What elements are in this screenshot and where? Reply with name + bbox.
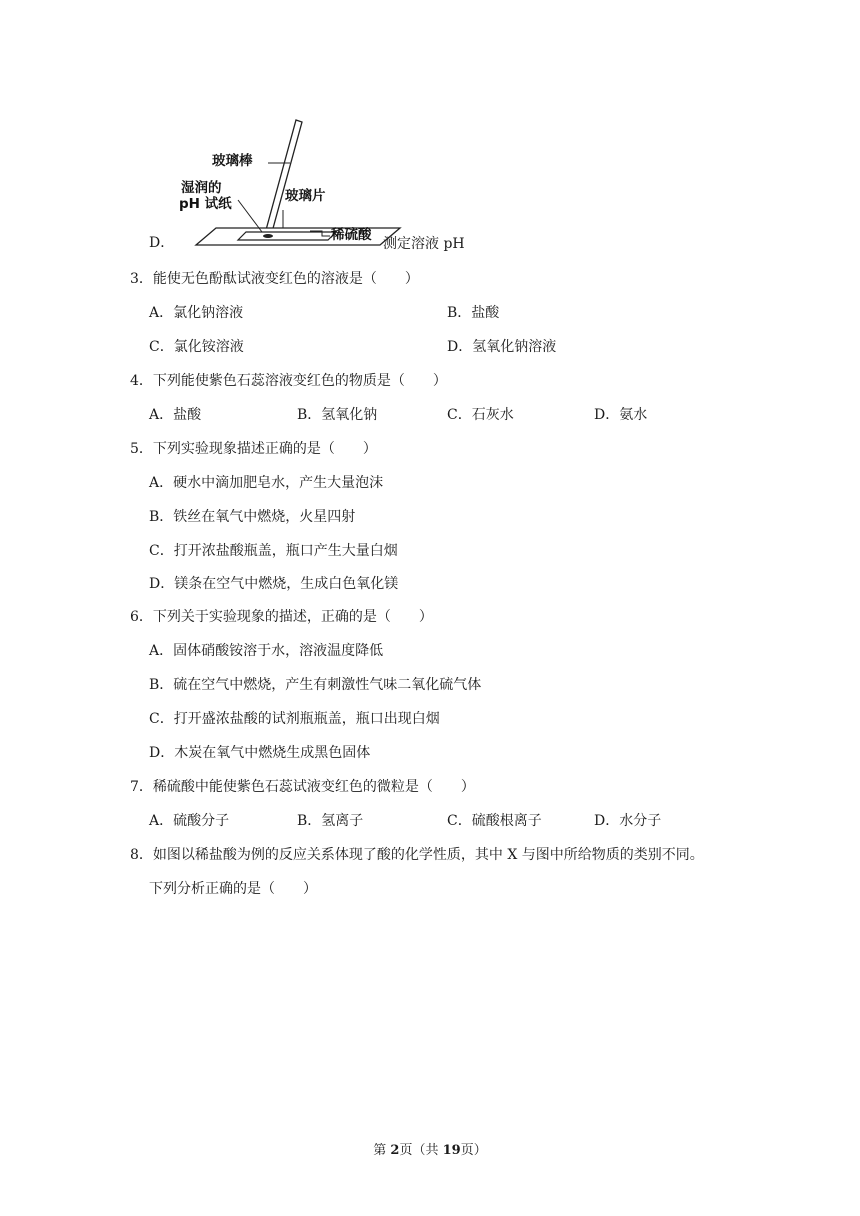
- glass-rod: [266, 120, 302, 232]
- q7-stem: 7．稀硫酸中能使紫色石蕊试液变红色的微粒是（ ）: [130, 779, 475, 795]
- label-ph-paper: pH 试纸: [179, 196, 232, 212]
- q3-option-d: D．氢氧化钠溶液: [447, 339, 557, 355]
- footer-page-number: 2: [390, 1143, 400, 1158]
- footer-mid: 页（共: [399, 1143, 443, 1158]
- footer-total-pages: 19: [442, 1143, 461, 1158]
- page-footer: [0, 1144, 860, 1157]
- q8-stem-line1: 8．如图以稀盐酸为例的反应关系体现了酸的化学性质，其中 X 与图中所给物质的类别不同。: [130, 847, 704, 863]
- footer-pre: 第: [373, 1143, 391, 1158]
- q5-option-c: C．打开浓盐酸瓶盖，瓶口产生大量白烟: [149, 543, 398, 559]
- q7-option-d: D．水分子: [594, 813, 662, 829]
- label-glass-rod: 玻璃棒: [212, 153, 253, 169]
- drop: [263, 234, 273, 238]
- label-dilute-sulfuric-acid: 稀硫酸: [331, 227, 372, 243]
- q4-option-b: B．氢氧化钠: [297, 407, 378, 423]
- q4-option-c: C．石灰水: [447, 407, 514, 423]
- q5-option-d: D．镁条在空气中燃烧，生成白色氧化镁: [149, 576, 399, 592]
- q3-option-c: C．氯化铵溶液: [149, 339, 244, 355]
- q5-option-a: A．硬水中滴加肥皂水，产生大量泡沫: [149, 475, 384, 491]
- q6-option-b: B．硫在空气中燃烧，产生有刺激性气味二氧化硫气体: [149, 677, 482, 693]
- q5-stem: 5．下列实验现象描述正确的是（ ）: [130, 441, 377, 457]
- q3-option-b: B．盐酸: [447, 305, 500, 321]
- q6-option-c: C．打开盛浓盐酸的试剂瓶瓶盖，瓶口出现白烟: [149, 711, 440, 727]
- q2-option-d-text: 测定溶液 pH: [383, 236, 465, 252]
- q7-option-c: C．硫酸根离子: [447, 813, 542, 829]
- q8-stem-line2: 下列分析正确的是（ ）: [149, 881, 317, 897]
- q6-option-a: A．固体硝酸铵溶于水，溶液温度降低: [149, 643, 384, 659]
- q6-stem: 6．下列关于实验现象的描述，正确的是（ ）: [130, 609, 433, 625]
- q2-option-d-letter: D．: [149, 235, 175, 251]
- q6-option-d: D．木炭在氧气中燃烧生成黑色固体: [149, 745, 371, 761]
- q7-option-a: A．硫酸分子: [149, 813, 230, 829]
- q4-stem: 4．下列能使紫色石蕊溶液变红色的物质是（ ）: [130, 373, 447, 389]
- label-glass-plate: 玻璃片: [285, 188, 326, 204]
- ph-test-diagram: [0, 0, 860, 260]
- q3-stem: 3．能使无色酚酞试液变红色的溶液是（ ）: [130, 271, 419, 287]
- ph-paper: [238, 232, 336, 240]
- footer-post: 页）: [460, 1143, 487, 1158]
- label-wet: 湿润的: [181, 180, 222, 196]
- q4-option-d: D．氨水: [594, 407, 648, 423]
- q4-option-a: A．盐酸: [149, 407, 202, 423]
- q5-option-b: B．铁丝在氧气中燃烧，火星四射: [149, 509, 356, 525]
- leader-wet-paper: [238, 200, 262, 232]
- q3-option-a: A．氯化钠溶液: [149, 305, 244, 321]
- q7-option-b: B．氢离子: [297, 813, 364, 829]
